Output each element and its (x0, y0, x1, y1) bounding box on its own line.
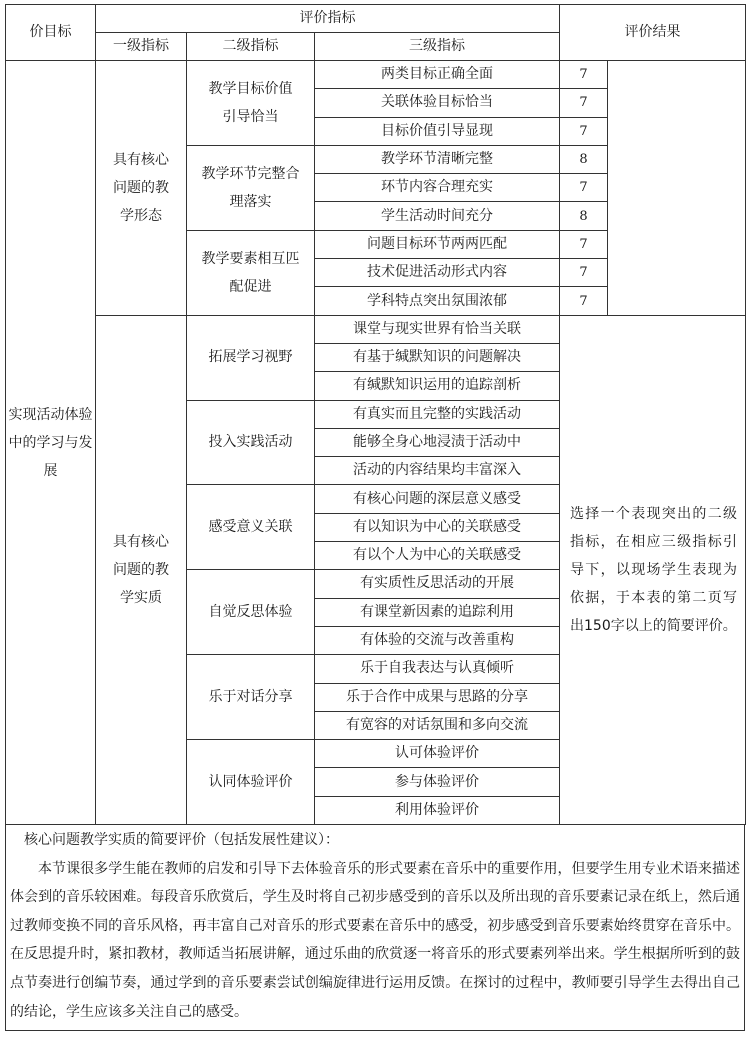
score-cell: 8 (560, 145, 608, 173)
score-cell: 8 (560, 202, 608, 230)
level3-cell: 有缄默知识运用的追踪剖析 (315, 372, 560, 400)
summary-box (5, 825, 745, 1031)
result-cell-empty (608, 61, 746, 316)
header-target: 价目标 (6, 5, 96, 61)
level2-cell: 认同体验评价 (187, 740, 315, 825)
level3-cell: 有实质性反思活动的开展 (315, 570, 560, 598)
level3-cell: 有以知识为中心的关联感受 (315, 513, 560, 541)
score-cell: 7 (560, 259, 608, 287)
score-cell: 7 (560, 230, 608, 258)
evaluation-table (5, 4, 746, 825)
level2-cell: 感受意义关联 (187, 485, 315, 570)
level1-cell: 具有核心问题的教学实质 (96, 315, 187, 824)
level3-cell: 问题目标环节两两匹配 (315, 230, 560, 258)
header-row-1 (6, 5, 746, 33)
table-row (6, 315, 746, 343)
level3-cell: 利用体验评价 (315, 796, 560, 824)
summary-body: 本节课很多学生能在教师的启发和引导下去体验音乐的形式要素在音乐中的重要作用，但要学生用专业术语来描述体会到的音乐较困难。每段音乐欣赏后，学生及时将自己初步感受到的音乐以及所出现的音乐要素记录在纸上，然后通过教师变换不同的音乐风格，再丰富自己对音乐的形式要素在音乐中的感受，初步感受到音乐要素始终贯穿在音乐中。在反思提升时，紧扣教材，教师适当拓展讲解，通过乐曲的欣赏逐一将音乐的形式要素列举出来。学生根据所听到的鼓点节奏进行创编节奏，通过学到的音乐要素尝试创编旋律进行运用反馈。在探讨的过程中，教师要引导学生去得出自己的结论，学生应该多关注自己的感受。 (10, 860, 740, 1020)
target-cell: 实现活动体验中的学习与发展 (6, 61, 96, 825)
level3-cell: 技术促进活动形式内容 (315, 259, 560, 287)
header-indicator: 评价指标 (96, 5, 560, 33)
header-level3: 三级指标 (315, 33, 560, 61)
evaluation-sheet (5, 4, 745, 1031)
level3-cell: 两类目标正确全面 (315, 61, 560, 89)
level3-cell: 能够全身心地浸渍于活动中 (315, 428, 560, 456)
summary-title: 核心问题教学实质的简要评价（包括发展性建议）： (24, 832, 339, 849)
level3-cell: 有宽容的对话氛围和多向交流 (315, 711, 560, 739)
header-result: 评价结果 (560, 5, 746, 61)
level2-cell: 教学要素相互匹配促进 (187, 230, 315, 315)
header-level2: 二级指标 (187, 33, 315, 61)
level3-cell: 有课堂新因素的追踪利用 (315, 598, 560, 626)
level2-cell: 教学目标价值引导恰当 (187, 61, 315, 146)
level1-cell: 具有核心问题的教学形态 (96, 61, 187, 316)
level3-cell: 活动的内容结果均丰富深入 (315, 457, 560, 485)
level3-cell: 有体验的交流与改善重构 (315, 626, 560, 654)
level3-cell: 有真实而且完整的实践活动 (315, 400, 560, 428)
result-note-cell: 选择一个表现突出的二级指标，在相应三级指标引导下，以现场学生表现为依据，于本表的第二页写出150字以上的简要评价。 (560, 315, 746, 824)
level3-cell: 有基于缄默知识的问题解决 (315, 343, 560, 371)
level2-cell: 投入实践活动 (187, 400, 315, 485)
level2-cell: 教学环节完整合理落实 (187, 145, 315, 230)
score-cell: 7 (560, 89, 608, 117)
header-level1: 一级指标 (96, 33, 187, 61)
level3-cell: 认可体验评价 (315, 740, 560, 768)
level2-cell: 拓展学习视野 (187, 315, 315, 400)
level2-cell: 自觉反思体验 (187, 570, 315, 655)
level3-cell: 关联体验目标恰当 (315, 89, 560, 117)
level3-cell: 学科特点突出氛围浓郁 (315, 287, 560, 315)
level2-cell: 乐于对话分享 (187, 655, 315, 740)
score-cell: 7 (560, 61, 608, 89)
level3-cell: 学生活动时间充分 (315, 202, 560, 230)
level3-cell: 有以个人为中心的关联感受 (315, 542, 560, 570)
level3-cell: 乐于合作中成果与思路的分享 (315, 683, 560, 711)
level3-cell: 参与体验评价 (315, 768, 560, 796)
level3-cell: 有核心问题的深层意义感受 (315, 485, 560, 513)
level3-cell: 乐于自我表达与认真倾听 (315, 655, 560, 683)
level3-cell: 课堂与现实世界有恰当关联 (315, 315, 560, 343)
level3-cell: 环节内容合理充实 (315, 174, 560, 202)
score-cell: 7 (560, 174, 608, 202)
table-row (6, 61, 746, 89)
score-cell: 7 (560, 287, 608, 315)
score-cell: 7 (560, 117, 608, 145)
level3-cell: 目标价值引导显现 (315, 117, 560, 145)
level3-cell: 教学环节清晰完整 (315, 145, 560, 173)
